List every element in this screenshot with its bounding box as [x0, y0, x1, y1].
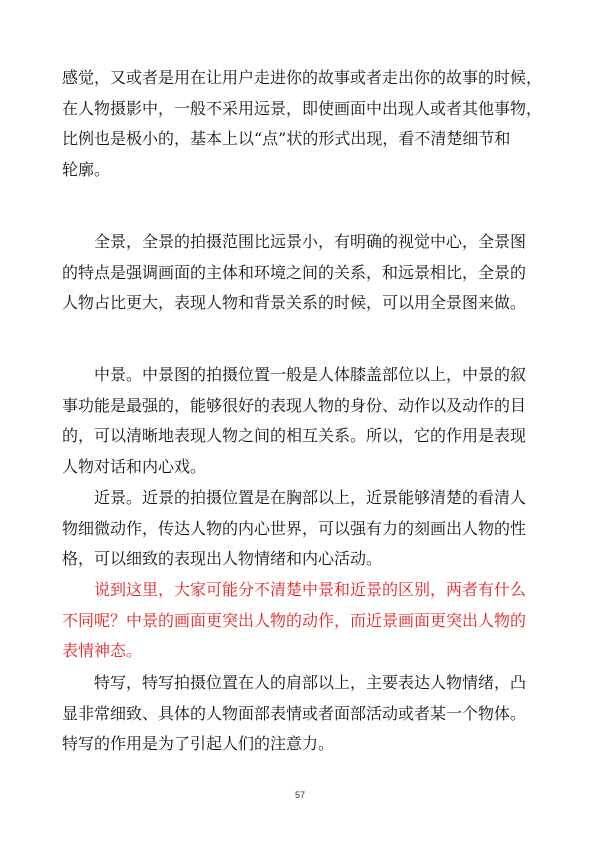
paragraph-highlight-note [62, 575, 540, 667]
text-line: 显非常细致、具体的人物面部表情或者面部活动或者某一个物体。 [62, 703, 527, 723]
paragraph-full-shot [62, 227, 540, 319]
text-line: 中景。中景图的拍摄位置一般是人体膝盖部位以上，中景的叙 [62, 365, 527, 384]
text-line: 事功能是最强的，能够很好的表现人物的身份、动作以及动作的目 [62, 395, 527, 415]
text-line: 人物对话和内心戏。 [62, 456, 207, 476]
paragraph-medium-shot [62, 360, 540, 482]
paragraph-close-up [62, 668, 540, 760]
text-line: 特写，特写拍摄位置在人的肩部以上，主要表达人物情绪，凸 [62, 673, 527, 692]
text-line: 的，可以清晰地表现人物之间的相互关系。所以，它的作用是表现 [62, 426, 527, 445]
text-line: 全景，全景的拍摄范围比远景小，有明确的视觉中心，全景图 [62, 232, 527, 251]
page-number: 57 [294, 790, 305, 800]
text-line: 不同呢？中景的画面更突出人物的动作，而近景画面更突出人物的 [62, 610, 527, 630]
text-line: 特写的作用是为了引起人们的注意力。 [62, 734, 335, 753]
text-line: 在人物摄影中，一般不采用远景，即使画面中出现人或者其他事物， [62, 98, 543, 118]
text-line: 比例也是极小的，基本上以“点”状的形式出现，看不清楚细节和 [62, 129, 511, 148]
text-line: 的特点是强调画面的主体和环境之间的关系，和远景相比，全景的 [62, 262, 527, 282]
text-line: 格，可以细致的表现出人物情绪和内心活动。 [62, 549, 383, 568]
text-line: 表情神态。 [62, 641, 143, 660]
text-line: 人物占比更大，表现人物和背景关系的时候，可以用全景图来做。 [62, 293, 527, 312]
text-line: 物细微动作，传达人物的内心世界，可以强有力的刻画出人物的性 [62, 518, 527, 538]
text-line: 近景。近景的拍摄位置是在胸部以上，近景能够清楚的看清人 [62, 488, 527, 507]
text-line: 感觉，又或者是用在让用户走进你的故事或者走出你的故事的时候， [62, 68, 543, 87]
text-line: 说到这里，大家可能分不清楚中景和近景的区别，两者有什么 [62, 580, 527, 599]
text-line: 轮廓。 [62, 159, 111, 179]
paragraph-close-shot [62, 483, 540, 575]
paragraph-distant-view-continued [62, 63, 543, 185]
